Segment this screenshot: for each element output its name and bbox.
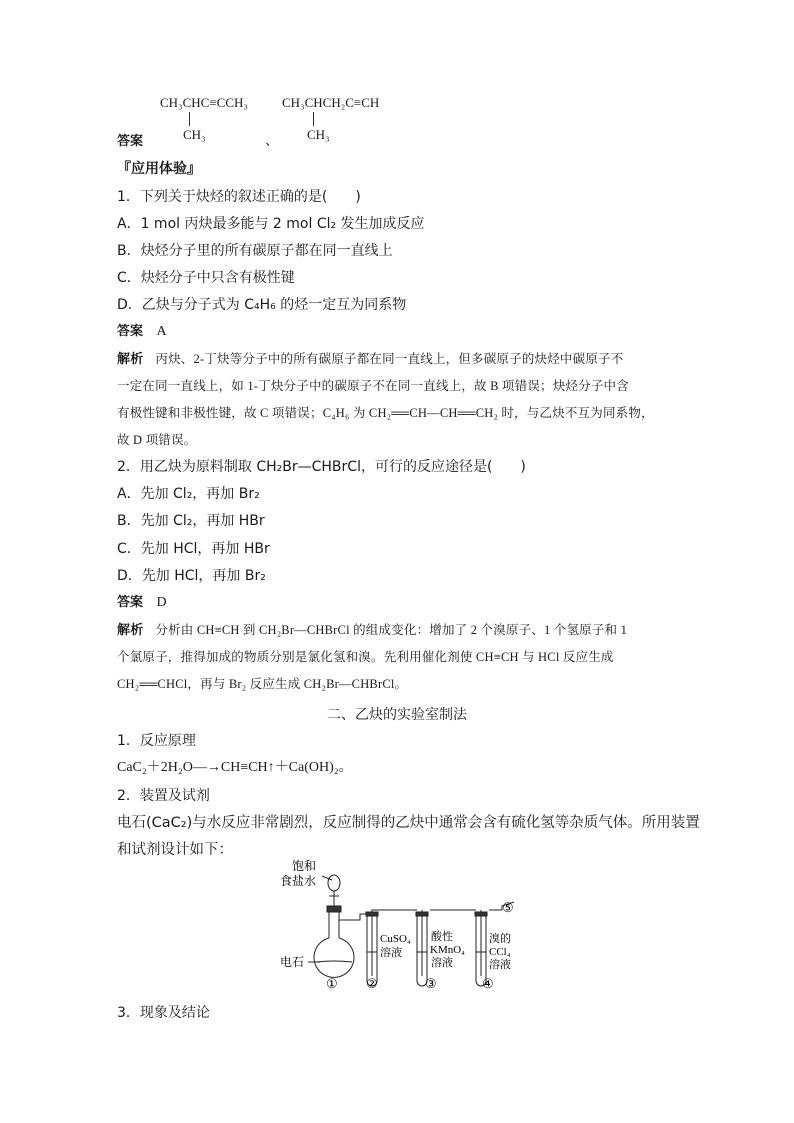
q1-option-d: D．乙炔与分子式为 C₄H₆ 的烃一定互为同系物 [117,297,407,313]
answer-label: 答案 [117,134,144,149]
q1-option-b: B．炔烃分子里的所有碳原子都在同一直线上 [117,243,393,259]
tube4-label-3: 溶液 [489,959,511,971]
connector-1-2 [372,910,417,914]
q2-answer-label: 答案 [117,595,144,610]
separatory-funnel [328,875,340,891]
tube4-label-1: 溴的 [489,933,511,945]
apparatus-text-line-2: 和试剂设计如下： [117,842,233,858]
tube4-label-2: CCl₄ [489,946,511,958]
formula-2-bond [313,112,314,126]
q2-explanation-line-3: CH₂══CHCl，再与 Br₂ 反应生成 CH₂Br—CHBrCl。 [117,677,408,691]
q1-explanation-text-1: 丙炔、2-丁炔等分子中的所有碳原子都在同一直线上，但多碳原子的炔烃中碳原子不 [155,352,624,366]
label-num-5: ⑤ [502,900,514,915]
q1-answer-value: A [156,324,167,339]
flask-label: 电石 [280,955,305,969]
tube2-label-2: 溶液 [380,947,402,959]
q2-stem: 2．用乙炔为原料制取 CH₂Br—CHBrCl，可行的反应途径是( ) [117,459,526,475]
round-bottom-flask [314,938,354,977]
q1-explanation-line-1 [117,350,623,369]
flask-stopper [327,906,341,912]
formula-separator: 、 [265,134,279,149]
label-num-4: ④ [482,976,494,991]
apparatus-heading: 2．装置及试剂 [117,788,210,804]
tube-2-stopper [366,912,378,916]
formula-1-main: CH₃CHC≡CCH₃ [160,95,248,110]
q2-explanation-line-2: 个氯原子，推得加成的物质分别是氯化氢和溴。先利用催化剂使 CH≡CH 与 HCl 反应生成 [117,650,614,664]
formula-1-branch: CH₃ [183,127,206,142]
apparatus-text-line-1: 电石(CaC₂)与水反应非常剧烈，反应制得的乙炔中通常会含有硫化氢等杂质气体。所用装置 [117,815,700,831]
conclusion-heading: 3．现象及结论 [117,1005,210,1021]
tube-3-stopper [416,912,428,916]
formula-2-main: CH₃CHCH₂C≡CH [282,95,380,110]
formula-1-bond [189,112,190,126]
q1-explanation-line-3: 有极性键和非极性键，故 C 项错误；C₄H₆ 为 CH₂══CH—CH══CH₂ 时，与乙炔不互为同系物， [117,406,654,420]
q2-option-c: C．先加 HCl，再加 HBr [117,541,270,557]
funnel-label-1: 饱和 [292,859,317,873]
funnel-label-2: 食盐水 [280,874,317,888]
tube3-label-2: KMnO₄ [430,944,466,956]
q2-option-a: A．先加 Cl₂，再加 Br₂ [117,486,260,502]
q1-stem: 1．下列关于炔烃的叙述正确的是( ) [117,189,361,205]
tube3-label-1: 酸性 [431,931,453,943]
q2-option-d: D．先加 HCl，再加 Br₂ [117,568,266,584]
principle-equation: CaC₂＋2H₂O—→CH≡CH↑＋Ca(OH)₂。 [117,760,353,775]
q1-answer-label: 答案 [117,324,144,339]
label-num-2: ② [366,976,378,991]
q2-option-b: B．先加 Cl₂，再加 HBr [117,513,265,529]
formula-2-branch: CH₃ [307,127,330,142]
q2-explanation-label: 解析 [117,623,144,638]
q1-explanation-label: 解析 [117,352,144,367]
label-num-1: ① [326,976,338,991]
q1-explanation-line-2: 一定在同一直线上，如 1-丁炔分子中的碳原子不在同一直线上，故 B 项错误；炔烃分子中含 [117,379,629,393]
q1-option-c: C．炔烃分子中只含有极性键 [117,270,295,286]
q1-answer [117,323,167,341]
principle-heading: 1．反应原理 [117,733,196,749]
tube2-label-1: CuSO₄ [380,933,411,945]
q1-option-a: A．1 mol 丙炔最多能与 2 mol Cl₂ 发生加成反应 [117,216,425,232]
q2-explanation-text-1: 分析由 CH≡CH 到 CH₂Br—CHBrCl 的组成变化：增加了 2 个溴原子、1 个氢原子和 1 [155,623,628,637]
apparatus-diagram [270,858,530,993]
tube-4-stopper [475,912,487,916]
flask-liquid [316,961,352,962]
q2-explanation-line-1 [117,621,627,640]
q2-answer [117,594,167,612]
section-title: 『应用体验』 [117,161,201,177]
q2-answer-value: D [156,595,167,610]
tube3-label-3: 溶液 [431,957,453,969]
q1-explanation-line-4: 故 D 项错误。 [117,433,197,447]
label-num-3: ③ [425,976,437,991]
section2-title: 二、乙炔的实验室制法 [327,707,467,723]
